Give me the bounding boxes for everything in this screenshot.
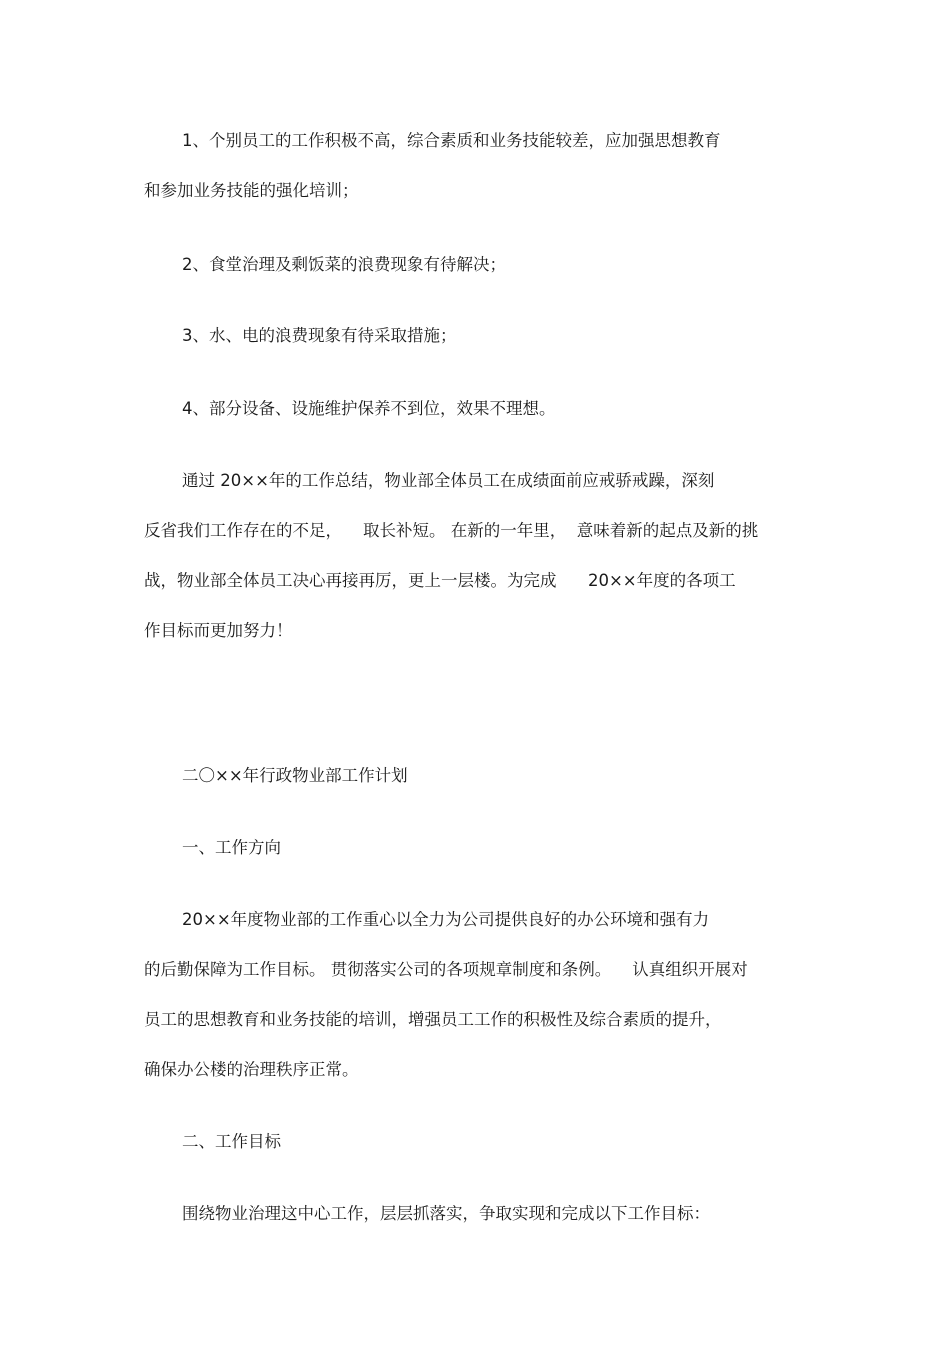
section-2-heading: 二、工作目标	[182, 1132, 281, 1151]
section-1-line-2: 的后勤保障为工作目标。 贯彻落实公司的各项规章制度和条例。 认真组织开展对	[144, 960, 748, 979]
problem-item-1-line-1: 1、个别员工的工作积极不高，综合素质和业务技能较差，应加强思想教育	[182, 131, 721, 150]
problem-item-3: 3、水、电的浪费现象有待采取措施；	[182, 326, 457, 345]
section-1-line-3: 员工的思想教育和业务技能的培训，增强员工工作的积极性及综合素质的提升，	[144, 1010, 722, 1029]
plan-title: 二〇××年行政物业部工作计划	[182, 766, 408, 785]
section-2-line-1: 围绕物业治理这中心工作，层层抓落实，争取实现和完成以下工作目标：	[182, 1204, 710, 1223]
section-1-line-1: 20××年度物业部的工作重心以全力为公司提供良好的办公环境和强有力	[182, 910, 710, 929]
summary-line-2: 反省我们工作存在的不足， 取长补短。 在新的一年里， 意味着新的起点及新的挑	[144, 521, 759, 540]
summary-line-4: 作目标而更加努力！	[144, 621, 293, 640]
problem-item-4: 4、部分设备、设施维护保养不到位，效果不理想。	[182, 399, 556, 418]
summary-line-1: 通过 20××年的工作总结，物业部全体员工在成绩面前应戒骄戒躁，深刻	[182, 471, 715, 490]
problem-item-2: 2、食堂治理及剩饭菜的浪费现象有待解决；	[182, 255, 506, 274]
section-1-heading: 一、工作方向	[182, 838, 281, 857]
section-1-line-4: 确保办公楼的治理秩序正常。	[144, 1060, 359, 1079]
summary-line-3: 战，物业部全体员工决心再接再厉，更上一层楼。为完成 20××年度的各项工	[144, 571, 736, 590]
problem-item-1-line-2: 和参加业务技能的强化培训；	[144, 181, 359, 200]
